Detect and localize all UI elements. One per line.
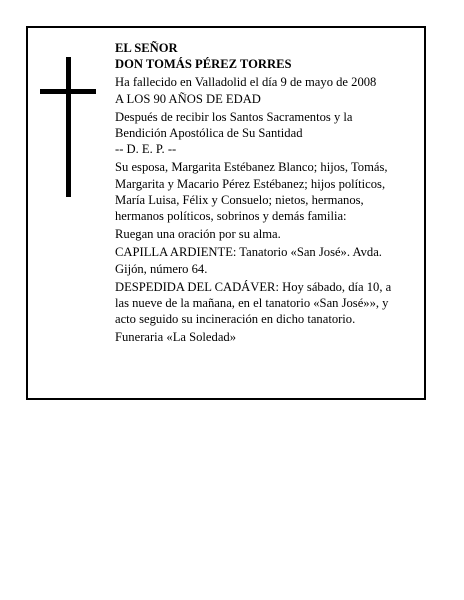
chapel-line-1: CAPILLA ARDIENTE: Tanatorio «San José». Avda. — [115, 245, 382, 260]
latin-cross-icon — [40, 57, 96, 197]
funeral-home: Funeraria «La Soledad» — [115, 330, 236, 345]
sacraments-line-2: Bendición Apostólica de Su Santidad — [115, 126, 303, 141]
chapel-line-2: Gijón, número 64. — [115, 261, 208, 276]
cross-horizontal-bar — [40, 89, 96, 94]
family-line-3: María Luisa, Félix y Consuelo; nietos, hermanos, — [115, 192, 364, 207]
farewell-line-3: acto seguido su incineración en dicho tanatorio. — [115, 312, 356, 327]
notice-heading-title: EL SEÑOR — [115, 41, 178, 55]
prayer-request: Ruegan una oración por su alma. — [115, 227, 281, 242]
farewell-line-1: DESPEDIDA DEL CADÁVER: Hoy sábado, día 10, a — [115, 279, 392, 294]
cross-vertical-bar — [66, 57, 71, 197]
obituary-notice — [26, 26, 426, 400]
family-line-1: Su esposa, Margarita Estébanez Blanco; hijos, Tomás, — [115, 160, 388, 175]
rest-in-peace-line: -- D. E. P. -- — [115, 142, 177, 157]
age-at-death: A LOS 90 AÑOS DE EDAD — [115, 91, 261, 106]
farewell-line-2: las nueve de la mañana, en el tanatorio «San José»», y — [115, 296, 389, 311]
death-announcement: Ha fallecido en Valladolid el día 9 de mayo de 2008 — [115, 75, 377, 90]
family-line-4: hermanos políticos, sobrinos y demás familia: — [115, 209, 347, 224]
sacraments-line-1: Después de recibir los Santos Sacramentos y la — [115, 109, 353, 124]
deceased-name: DON TOMÁS PÉREZ TORRES — [115, 57, 292, 72]
notice-text — [115, 40, 420, 346]
family-line-2: Margarita y Macario Pérez Estébanez; hijos políticos, — [115, 176, 386, 191]
